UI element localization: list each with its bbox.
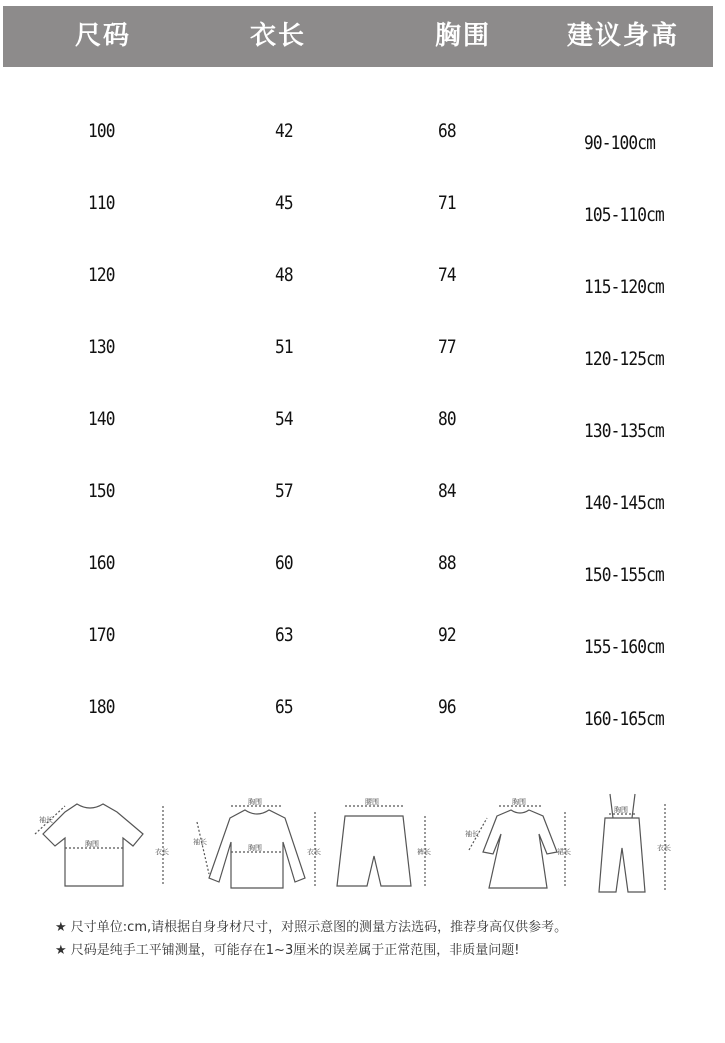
cell-chest: 92: [438, 624, 456, 646]
cell-height: 120-125cm: [584, 348, 664, 370]
size-table-header: [3, 6, 713, 67]
cell-length: 45: [275, 192, 293, 214]
cell-height: 130-135cm: [584, 420, 664, 442]
cell-height: 150-155cm: [584, 564, 664, 586]
label-chest: 胸围: [512, 798, 526, 806]
label-pants-length: 裤长: [417, 848, 431, 856]
cell-length: 60: [275, 552, 293, 574]
header-length: 衣长: [249, 21, 306, 51]
cell-chest: 74: [438, 264, 456, 286]
table-row: [0, 336, 725, 386]
note-measure-error: ★ 尺码是纯手工平铺测量，可能存在1~3厘米的误差属于正常范围，非质量问题!: [55, 943, 520, 958]
header-chest: 胸围: [434, 21, 491, 51]
label-sleeve: 袖长: [193, 838, 207, 846]
header-size: 尺码: [74, 21, 131, 51]
cell-height: 155-160cm: [584, 636, 664, 658]
cell-height: 115-120cm: [584, 276, 664, 298]
table-row: [0, 264, 725, 314]
overalls-diagram: [599, 794, 665, 892]
cell-length: 42: [275, 120, 293, 142]
cell-height: 90-100cm: [584, 132, 655, 154]
label-length: 衣长: [155, 848, 169, 856]
label-sleeve: 袖长: [465, 830, 479, 838]
cell-size: 180: [88, 696, 115, 718]
table-row: [0, 552, 725, 602]
label-skirt-length: 裙长: [557, 848, 571, 856]
cell-size: 160: [88, 552, 115, 574]
table-row: [0, 480, 725, 530]
label-sleeve: 袖长: [39, 816, 53, 824]
cell-chest: 96: [438, 696, 456, 718]
table-row: [0, 120, 725, 170]
cell-length: 65: [275, 696, 293, 718]
label-chest: 胸围: [85, 840, 99, 848]
cell-size: 130: [88, 336, 115, 358]
cell-height: 105-110cm: [584, 204, 664, 226]
cell-size: 120: [88, 264, 115, 286]
shorts-diagram: [337, 806, 425, 886]
cell-height: 160-165cm: [584, 708, 664, 730]
label-length: 衣长: [657, 844, 671, 852]
cell-length: 51: [275, 336, 293, 358]
header-height: 建议身高: [566, 21, 679, 51]
label-chest: 胸围: [614, 806, 628, 814]
label-chest: 胸围: [248, 798, 262, 806]
cell-height: 140-145cm: [584, 492, 664, 514]
cell-chest: 77: [438, 336, 456, 358]
note-size-unit: ★ 尺寸单位:cm,请根据自身身材尺寸，对照示意图的测量方法选码，推荐身高仅供参考。: [55, 920, 568, 935]
cell-chest: 71: [438, 192, 456, 214]
measurement-diagrams: [25, 782, 715, 902]
dress-diagram: [469, 806, 565, 888]
label-length: 衣长: [307, 848, 321, 856]
cell-size: 140: [88, 408, 115, 430]
cell-length: 57: [275, 480, 293, 502]
cell-chest: 84: [438, 480, 456, 502]
cell-size: 100: [88, 120, 115, 142]
label-chest: 胸围: [248, 844, 262, 852]
cell-size: 170: [88, 624, 115, 646]
cell-size: 110: [88, 192, 115, 214]
cell-size: 150: [88, 480, 115, 502]
cell-length: 54: [275, 408, 293, 430]
table-row: [0, 408, 725, 458]
table-row: [0, 624, 725, 674]
cell-length: 63: [275, 624, 293, 646]
cell-length: 48: [275, 264, 293, 286]
cell-chest: 88: [438, 552, 456, 574]
tshirt-diagram: [35, 804, 163, 886]
table-row: [0, 192, 725, 242]
cell-chest: 80: [438, 408, 456, 430]
cell-chest: 68: [438, 120, 456, 142]
table-row: [0, 696, 725, 746]
label-waist: 腰围: [365, 798, 379, 806]
